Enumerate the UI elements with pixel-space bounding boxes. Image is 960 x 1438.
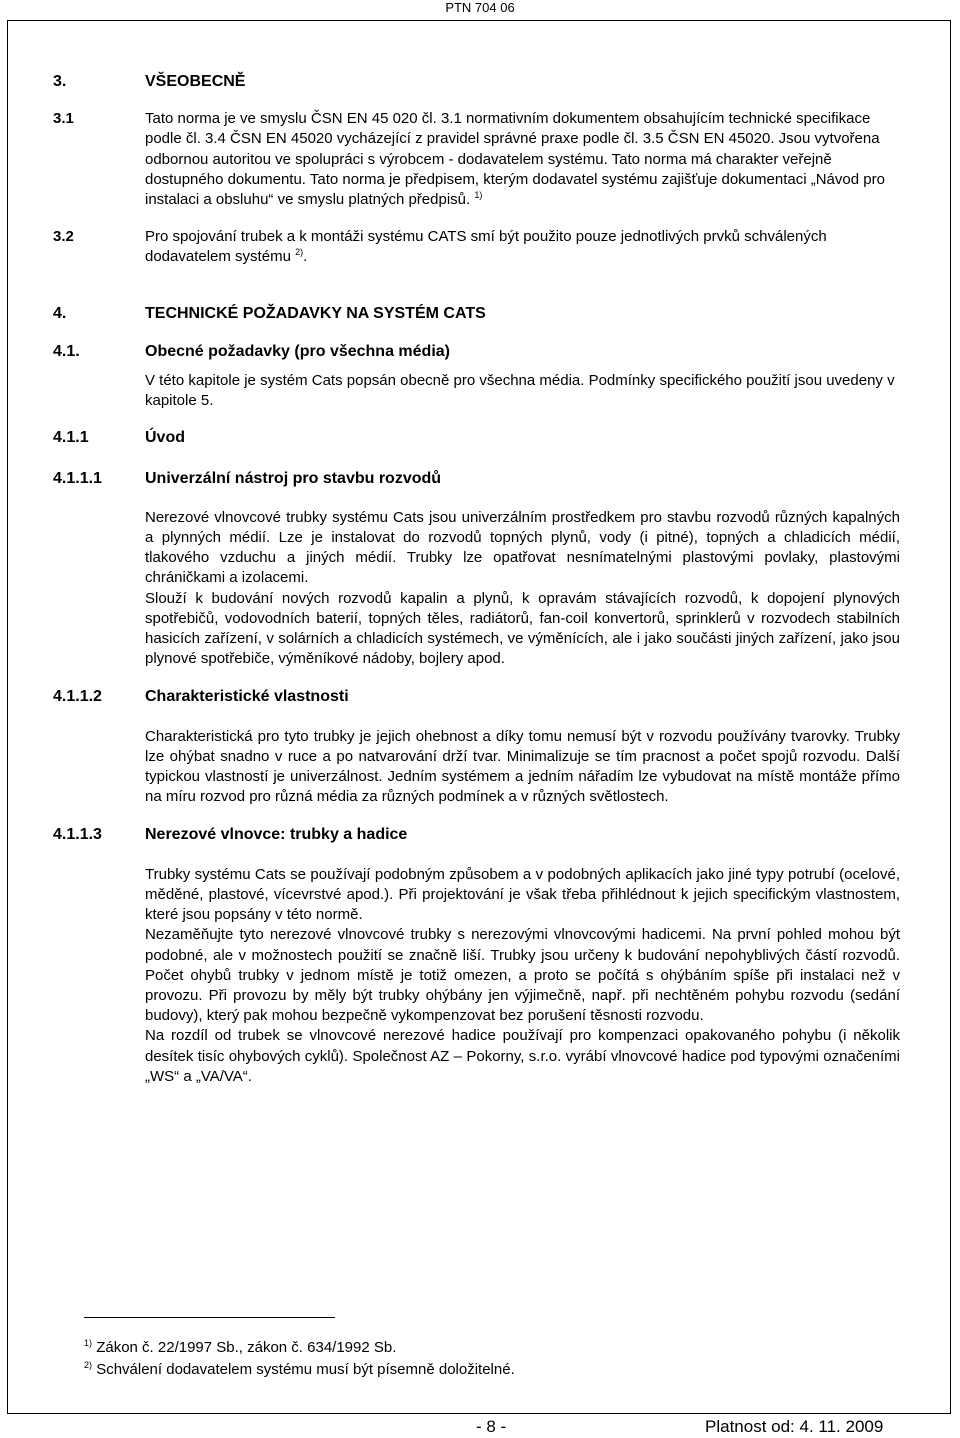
footnote-2 bbox=[84, 1361, 515, 1379]
footnote-ref: 2) bbox=[295, 247, 304, 258]
section-text bbox=[145, 227, 900, 267]
section-3-heading bbox=[53, 72, 900, 92]
header-doc-id: PTN 704 06 bbox=[445, 0, 515, 15]
section-text bbox=[145, 109, 900, 210]
section-number: 3. bbox=[53, 73, 67, 90]
paragraph: Na rozdíl od trubek se vlnovcové nerezové hadice používají pro kompenzaci opakovaného pohybu (i několik desítek tisíc ohybových cyklů). Společnost AZ – Pokorny, s.r.o. vyrábí vlnovcové hadice pod typovými označeními „WS“ a „VA/VA“. bbox=[145, 1027, 900, 1085]
footnote-1 bbox=[84, 1339, 396, 1357]
section-text-body: Pro spojování trubek a k montáži systému CATS smí být použito pouze jednotlivých prvků schválených dodavatelem systému bbox=[145, 228, 827, 266]
section-4-1-1-heading bbox=[53, 428, 900, 448]
section-4-1-1-3-heading bbox=[53, 825, 900, 845]
footnote-mark: 2) bbox=[84, 1360, 93, 1370]
section-title: VŠEOBECNĚ bbox=[145, 73, 246, 90]
paragraph: Trubky systému Cats se používají podobným způsobem a v podobných aplikacích jako jiné typy potrubí (ocelové, měděné, plastové, vícevrstvé apod.). Při projektování je však třeba přihlédnout k jejich specifickým vlastnostem, které jsou popsány v této normě. bbox=[145, 865, 900, 924]
section-number: 4.1. bbox=[53, 342, 80, 360]
footnote-mark: 1) bbox=[84, 1338, 93, 1348]
page-footer bbox=[0, 1416, 960, 1438]
section-number: 4.1.1.1 bbox=[53, 469, 102, 487]
page-body bbox=[53, 72, 900, 1087]
section-title: Charakteristické vlastnosti bbox=[145, 688, 349, 706]
footnote-separator bbox=[84, 1317, 335, 1318]
section-4-1-1-3-body bbox=[53, 865, 900, 1087]
section-number: 4.1.1.2 bbox=[53, 688, 102, 706]
section-title: Úvod bbox=[145, 429, 185, 447]
section-text-body: Tato norma je ve smyslu ČSN EN 45 020 čl. 3.1 normativním dokumentem obsahujícím technické specifikace podle čl. 3.4 ČSN EN 45020 vycházející z pravidel správné praxe podle čl. 3.5 ČSN EN 45020. Jsou vytvořena odbornou autoritou ve spolupráci s výrobcem - dodavatelem systému. Tato norma má charakter veřejně dostupného dokumentu. Tato norma je předpisem, kterým dodavatel systému zajišťuje dokumentaci „Návod pro instalaci a obsluhu“ ve smyslu platných předpisů. bbox=[145, 110, 885, 209]
section-4-1-text bbox=[53, 371, 900, 411]
footnote-ref: 1) bbox=[474, 190, 483, 201]
section-3-1 bbox=[53, 109, 900, 210]
section-4-1-1-1-body bbox=[53, 508, 900, 670]
footnote-text: Zákon č. 22/1997 Sb., zákon č. 634/1992 Sb. bbox=[96, 1339, 397, 1356]
section-number: 4.1.1.3 bbox=[53, 826, 102, 844]
paragraph: Charakteristická pro tyto trubky je jejich ohebnost a díky tomu nemusí být v rozvodu používány tvarovky. Trubky lze ohýbat snadno v ruce a po natvarování drží tvar. Minimalizuje se tím pracnost a počet spojů rozvodu. Další typickou vlastností je univerzálnost. Jedním systémem a jedním nářadím lze vybudovat na místě montáže přímo na míru rozvod pro různá média za různých podmínek a v různých světlostech. bbox=[145, 727, 900, 806]
section-number: 3.2 bbox=[53, 228, 74, 246]
section-3-2 bbox=[53, 227, 900, 267]
section-4-1-1-2-body bbox=[53, 727, 900, 808]
paragraph: Slouží k budování nových rozvodů kapalin a plynů, k opravám stávajících rozvodů, k dopojení plynových spotřebičů, vodovodních baterií, topných těles, radiátorů, fan-coil konvertorů, sprinklerů v rozvodech stabilních hasicích zařízení, v solárních a chladicích systémech, ve výměnících, ale i jako součásti jiných zařízení, jako jsou plynové spotřebiče, výměníkové nádoby, bojlery apod. bbox=[145, 589, 900, 668]
section-4-1-1-2-heading bbox=[53, 687, 900, 707]
section-title: Univerzální nástroj pro stavbu rozvodů bbox=[145, 469, 442, 487]
section-4-heading bbox=[53, 304, 900, 324]
section-number: 4.1.1 bbox=[53, 429, 89, 447]
section-4-1-heading bbox=[53, 342, 900, 362]
section-text: V této kapitole je systém Cats popsán obecně pro všechna média. Podmínky specifického použití jsou uvedeny v kapitole 5. bbox=[145, 372, 895, 410]
section-title: Nerezové vlnovce: trubky a hadice bbox=[145, 826, 408, 844]
validity-date: Platnost od: 4. 11. 2009 bbox=[705, 1417, 884, 1436]
paragraph: Nerezové vlnovcové trubky systému Cats jsou univerzálním prostředkem pro stavbu rozvodů různých kapalných a plynných médií. Lze je instalovat do rozvodů topných plynů, vody (i pitné), topných a chladicích médií, tlakového vzduchu a jiných médií. Trubky lze opatřovat nesnímatelnými plastovými povlaky, plastovými chráničkami a izolacemi. bbox=[145, 508, 900, 587]
section-4-1-1-1-heading bbox=[53, 469, 900, 489]
section-text-end: . bbox=[303, 248, 308, 266]
section-number: 3.1 bbox=[53, 110, 74, 128]
page-number: - 8 - bbox=[476, 1417, 507, 1436]
paragraph: Nezaměňujte tyto nerezové vlnovcové trubky s nerezovými vlnovcovými hadicemi. Na první pohled mohou být podobné, ale v možnostech použití se značně liší. Trubky jsou určeny k budování nepohyblivých částí rozvodů. Počet ohybů trubky v jednom místě je totiž omezen, a proto se počítá s ohýbáním spíše při instalaci než v provozu. Při provozu by měly být trubky ohýbány jen výjimečně, např. při nechtěném pohybu rozvodu (sedání budovy), který pak mohou bezpečně vykompenzovat bez porušení těsnosti rozvodu. bbox=[145, 926, 900, 1025]
section-title: Obecné požadavky (pro všechna média) bbox=[145, 342, 450, 360]
section-number: 4. bbox=[53, 304, 67, 322]
footnote-text: Schválení dodavatelem systému musí být písemně doložitelné. bbox=[96, 1361, 515, 1378]
section-title: TECHNICKÉ POŽADAVKY NA SYSTÉM CATS bbox=[145, 304, 486, 322]
